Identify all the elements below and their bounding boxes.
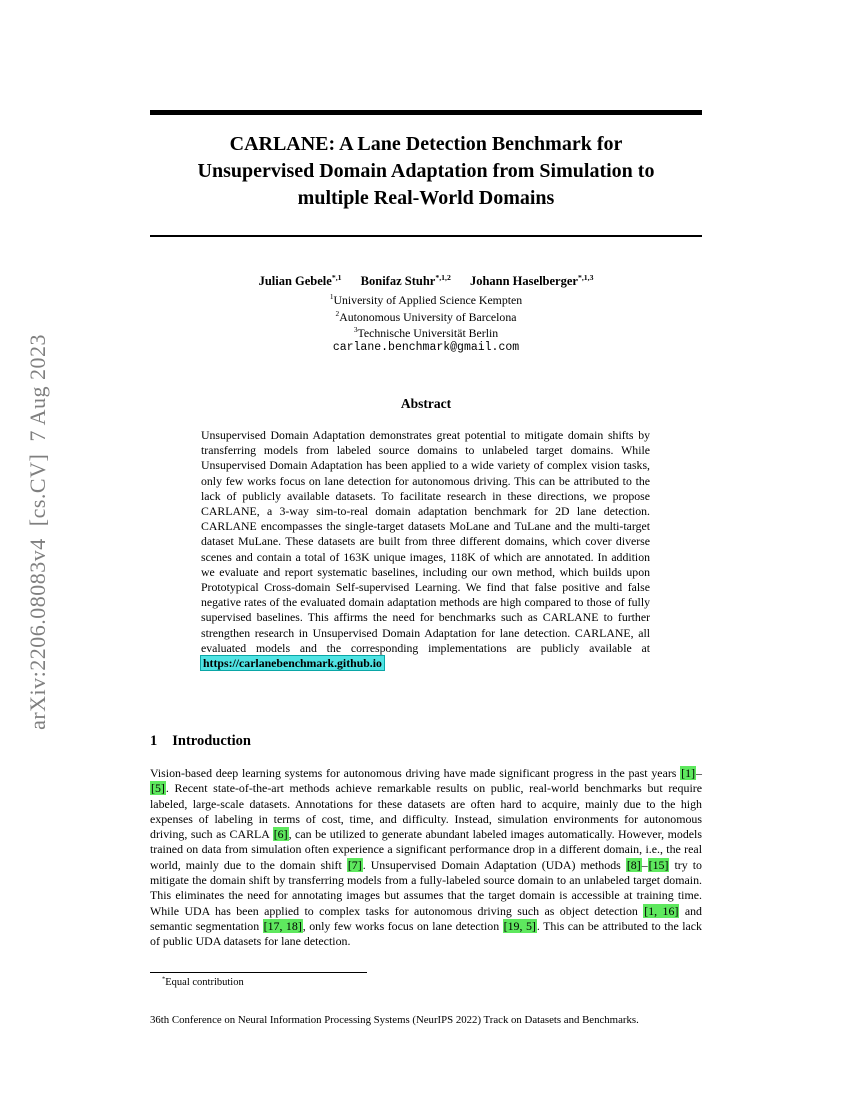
arxiv-watermark-text: arXiv:2206.08083v4 [cs.CV] 7 Aug 2023: [25, 334, 50, 730]
paper-title: [150, 131, 702, 212]
citation-link[interactable]: [1]: [681, 766, 696, 780]
affiliation-2-marker: 2: [335, 308, 340, 318]
text-run: . Unsupervised Domain Adaptation (UDA) methods: [362, 857, 626, 872]
text-run: . This can be attributed to the lack of public UDA datasets for lane detection.: [150, 918, 703, 949]
author-3-superscript: *,1,3: [577, 272, 594, 282]
affiliation-3: [150, 325, 702, 342]
author-2: [361, 274, 451, 288]
author-1: [259, 274, 342, 288]
citation-link[interactable]: [8]: [626, 857, 641, 872]
conference-footer: 36th Conference on Neural Information Processing Systems (NeurIPS 2022) Track on Datasets and Benchmarks.: [150, 1014, 639, 1026]
paper-title-line-3: multiple Real-World Domains: [297, 187, 555, 209]
footnote-marker: *: [162, 975, 166, 983]
title-bottom-rule: [150, 235, 702, 237]
text-run: –: [696, 766, 702, 780]
abstract-body: [201, 428, 650, 671]
section-number: 1: [150, 733, 158, 749]
affiliation-2-text: Autonomous University of Barcelona: [339, 309, 517, 324]
author-3: [470, 274, 593, 288]
contact-email: carlane.benchmark@gmail.com: [332, 341, 520, 354]
title-top-rule: [150, 110, 702, 115]
author-3-name: Johann Haselberger: [469, 274, 578, 288]
text-run: Vision-based deep learning systems for autonomous driving have made significant progress in the past years: [150, 766, 681, 780]
citation-link[interactable]: [19, 5]: [503, 918, 536, 933]
author-2-superscript: *,1,2: [435, 272, 451, 282]
citation-link[interactable]: [15]: [648, 857, 669, 872]
abstract-heading: Abstract: [400, 396, 452, 411]
affiliation-1-marker: 1: [329, 292, 334, 302]
author-1-superscript: *,1: [331, 272, 342, 282]
affiliation-3-text: Technische Universität Berlin: [357, 326, 499, 340]
affiliation-2: [150, 309, 702, 326]
text-run: Unsupervised Domain Adaptation demonstrates great potential to mitigate domain shifts by transferring models from labeled source domains to unlabeled target domains. While Unsupervised Domain Adaptation has been applied to a wide variety of complex vision tasks, only few works focus on lane detection for autonomous driving. This can be attributed to the lack of publicly available datasets. To facilitate research in these directions, we propose CARLANE, a 3-way sim-to-real domain adaptation benchmark for 2D lane detection. CARLANE encompasses the single-target datasets MoLane and TuLane and the multi-target dataset MuLane. These datasets are built from three different domains, which cover diverse scenes and contain a total of 163K unique images, 118K of which are annotated. In addition we evaluate and report systematic baselines, including our own method, which builds upon Prototypical Cross-domain Self-supervised Learning. We find that false positive and false negative rates of the evaluated domain adaptation methods are high compared to those of fully supervised baselines. This affirms the need for benchmarks such as CARLANE to further strengthen research in Unsupervised Domain Adaptation for lane detection. CARLANE, all evaluated models and the corresponding implementations are publicly available at: [201, 428, 650, 655]
introduction-paragraph: [150, 766, 702, 950]
arxiv-watermark: [20, 0, 56, 1064]
paper-title-line-2: Unsupervised Domain Adaptation from Simulation to: [197, 160, 655, 182]
text-run: . Recent state-of-the-art methods achieve remarkable results on public, real-world benchmarks but require labeled, large-scale datasets. Annotations for these datasets are often hard to acquire, mainly due to the high expenses of labeling in terms of cost, time, and difficulty. Instead, simulation environments for autonomous driving, such as CARLA: [150, 781, 702, 842]
citation-link[interactable]: [17, 18]: [263, 918, 302, 933]
footnote-rule: [150, 972, 367, 973]
affiliation-list: [150, 292, 702, 342]
text-run: and semantic segmentation: [150, 903, 702, 933]
url-link[interactable]: https://carlanebenchmark.github.io: [203, 656, 382, 671]
author-1-name: Julian Gebele: [258, 274, 332, 288]
paper-title-line-1: CARLANE: A Lane Detection Benchmark for: [229, 133, 623, 155]
author-2-name: Bonifaz Stuhr: [360, 274, 436, 288]
section-heading-introduction: [150, 733, 702, 750]
affiliation-3-marker: 3: [353, 325, 358, 335]
text-run: –: [641, 857, 648, 872]
citation-link[interactable]: [5]: [151, 781, 165, 796]
affiliation-1-text: University of Applied Science Kempten: [333, 293, 523, 307]
author-list: [150, 274, 702, 289]
footnote-text: Equal contribution: [165, 977, 244, 988]
citation-link[interactable]: [6]: [273, 827, 288, 842]
text-run: try to mitigate the domain shift by transferring models from a fully-labeled source domain to an unlabeled target domain. This eliminates the need for annotating images but assumes that the target domain is accessible at training time. While UDA has been applied to complex tasks for autonomous driving such as object detection: [150, 857, 703, 918]
text-run: , can be utilized to generate abundant labeled images automatically. However, models trained on data from simulation often experience a significant performance drop in a different domain, i.e., the real world, mainly due to the domain shift: [150, 827, 702, 872]
footnote-equal-contribution: [150, 977, 562, 988]
section-title: Introduction: [172, 733, 251, 749]
citation-link[interactable]: [1, 16]: [644, 903, 679, 918]
text-run: , only few works focus on lane detection: [302, 918, 503, 933]
affiliation-1: [150, 292, 702, 309]
citation-link[interactable]: [7]: [347, 857, 362, 872]
